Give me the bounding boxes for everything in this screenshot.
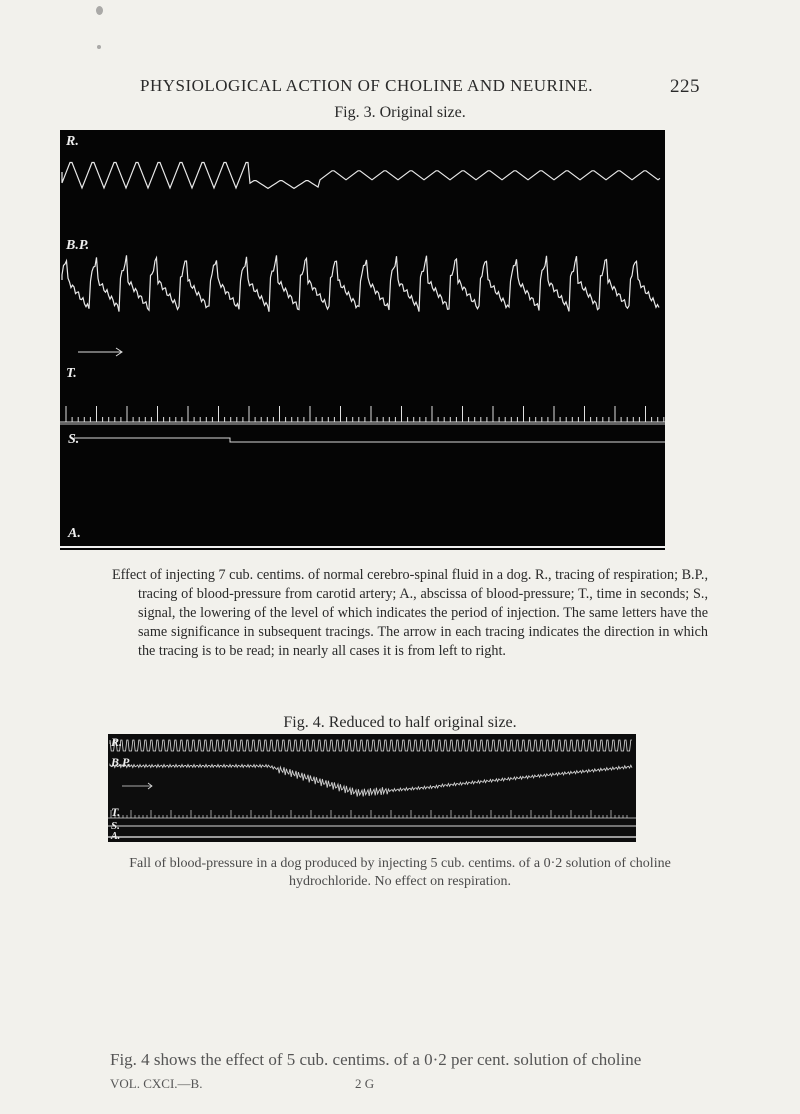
figure-3-tracings — [60, 130, 665, 550]
fig4-label-a: A. — [111, 831, 121, 842]
time-trace — [108, 810, 636, 818]
label-t: T. — [66, 366, 77, 381]
direction-arrow-icon — [78, 348, 122, 356]
label-bp: B.P. — [66, 238, 90, 253]
direction-arrow-icon — [122, 783, 152, 789]
label-r: R. — [66, 134, 79, 149]
respiration-trace — [62, 163, 660, 189]
footer-signature-mark: 2 G — [355, 1076, 375, 1091]
blood-pressure-trace — [62, 255, 659, 311]
label-s: S. — [68, 432, 80, 447]
figure-3-kymograph — [60, 130, 665, 550]
ink-spot — [96, 6, 103, 15]
signal-trace — [74, 438, 665, 442]
figure-4-kymograph — [108, 734, 636, 842]
figure-4-title: Fig. 4. Reduced to half original size. — [283, 714, 517, 731]
respiration-trace — [110, 740, 632, 751]
fig4-label-bp: B.P. — [111, 755, 131, 769]
figure-3-legend: Effect of injecting 7 cub. centims. of normal cerebro-spinal fluid in a dog. R., tracing of respiration; B.P., tracing of blood-pressure from carotid artery; A., abscissa of blood-pressure; T., time in seconds; S., signal, the lowering of the level of which indicates the period of injection. The same letters have the same significance in subsequent tracings. The arrow in each tracing indicates the direction in which the tracing is to be read; in nearly all cases it is from left to right. — [112, 567, 708, 659]
blood-pressure-trace — [110, 765, 632, 797]
time-trace — [60, 406, 665, 422]
fig4-label-s: S. — [111, 820, 120, 832]
fig4-label-t: T. — [111, 805, 121, 819]
figure-4-caption-line2: hydrochloride. No effect on respiration. — [288, 874, 512, 889]
body-text: Fig. 4 shows the effect of 5 cub. centims. of a 0·2 per cent. solution of choline — [110, 1050, 642, 1069]
ink-spot — [97, 45, 101, 49]
figure-4-tracings — [108, 734, 636, 842]
label-a: A. — [68, 526, 81, 541]
running-title: PHYSIOLOGICAL ACTION OF CHOLINE AND NEURINE. — [140, 76, 593, 95]
figure-3-title: Fig. 3. Original size. — [334, 104, 466, 121]
figure-4-caption-line1: Fall of blood-pressure in a dog produced by injecting 5 cub. centims. of a 0·2 solution of choline — [129, 856, 671, 871]
footer-signature: VOL. CXCI.—B. — [110, 1076, 203, 1091]
fig4-label-r: R. — [111, 735, 123, 749]
page-number: 225 — [670, 76, 700, 97]
